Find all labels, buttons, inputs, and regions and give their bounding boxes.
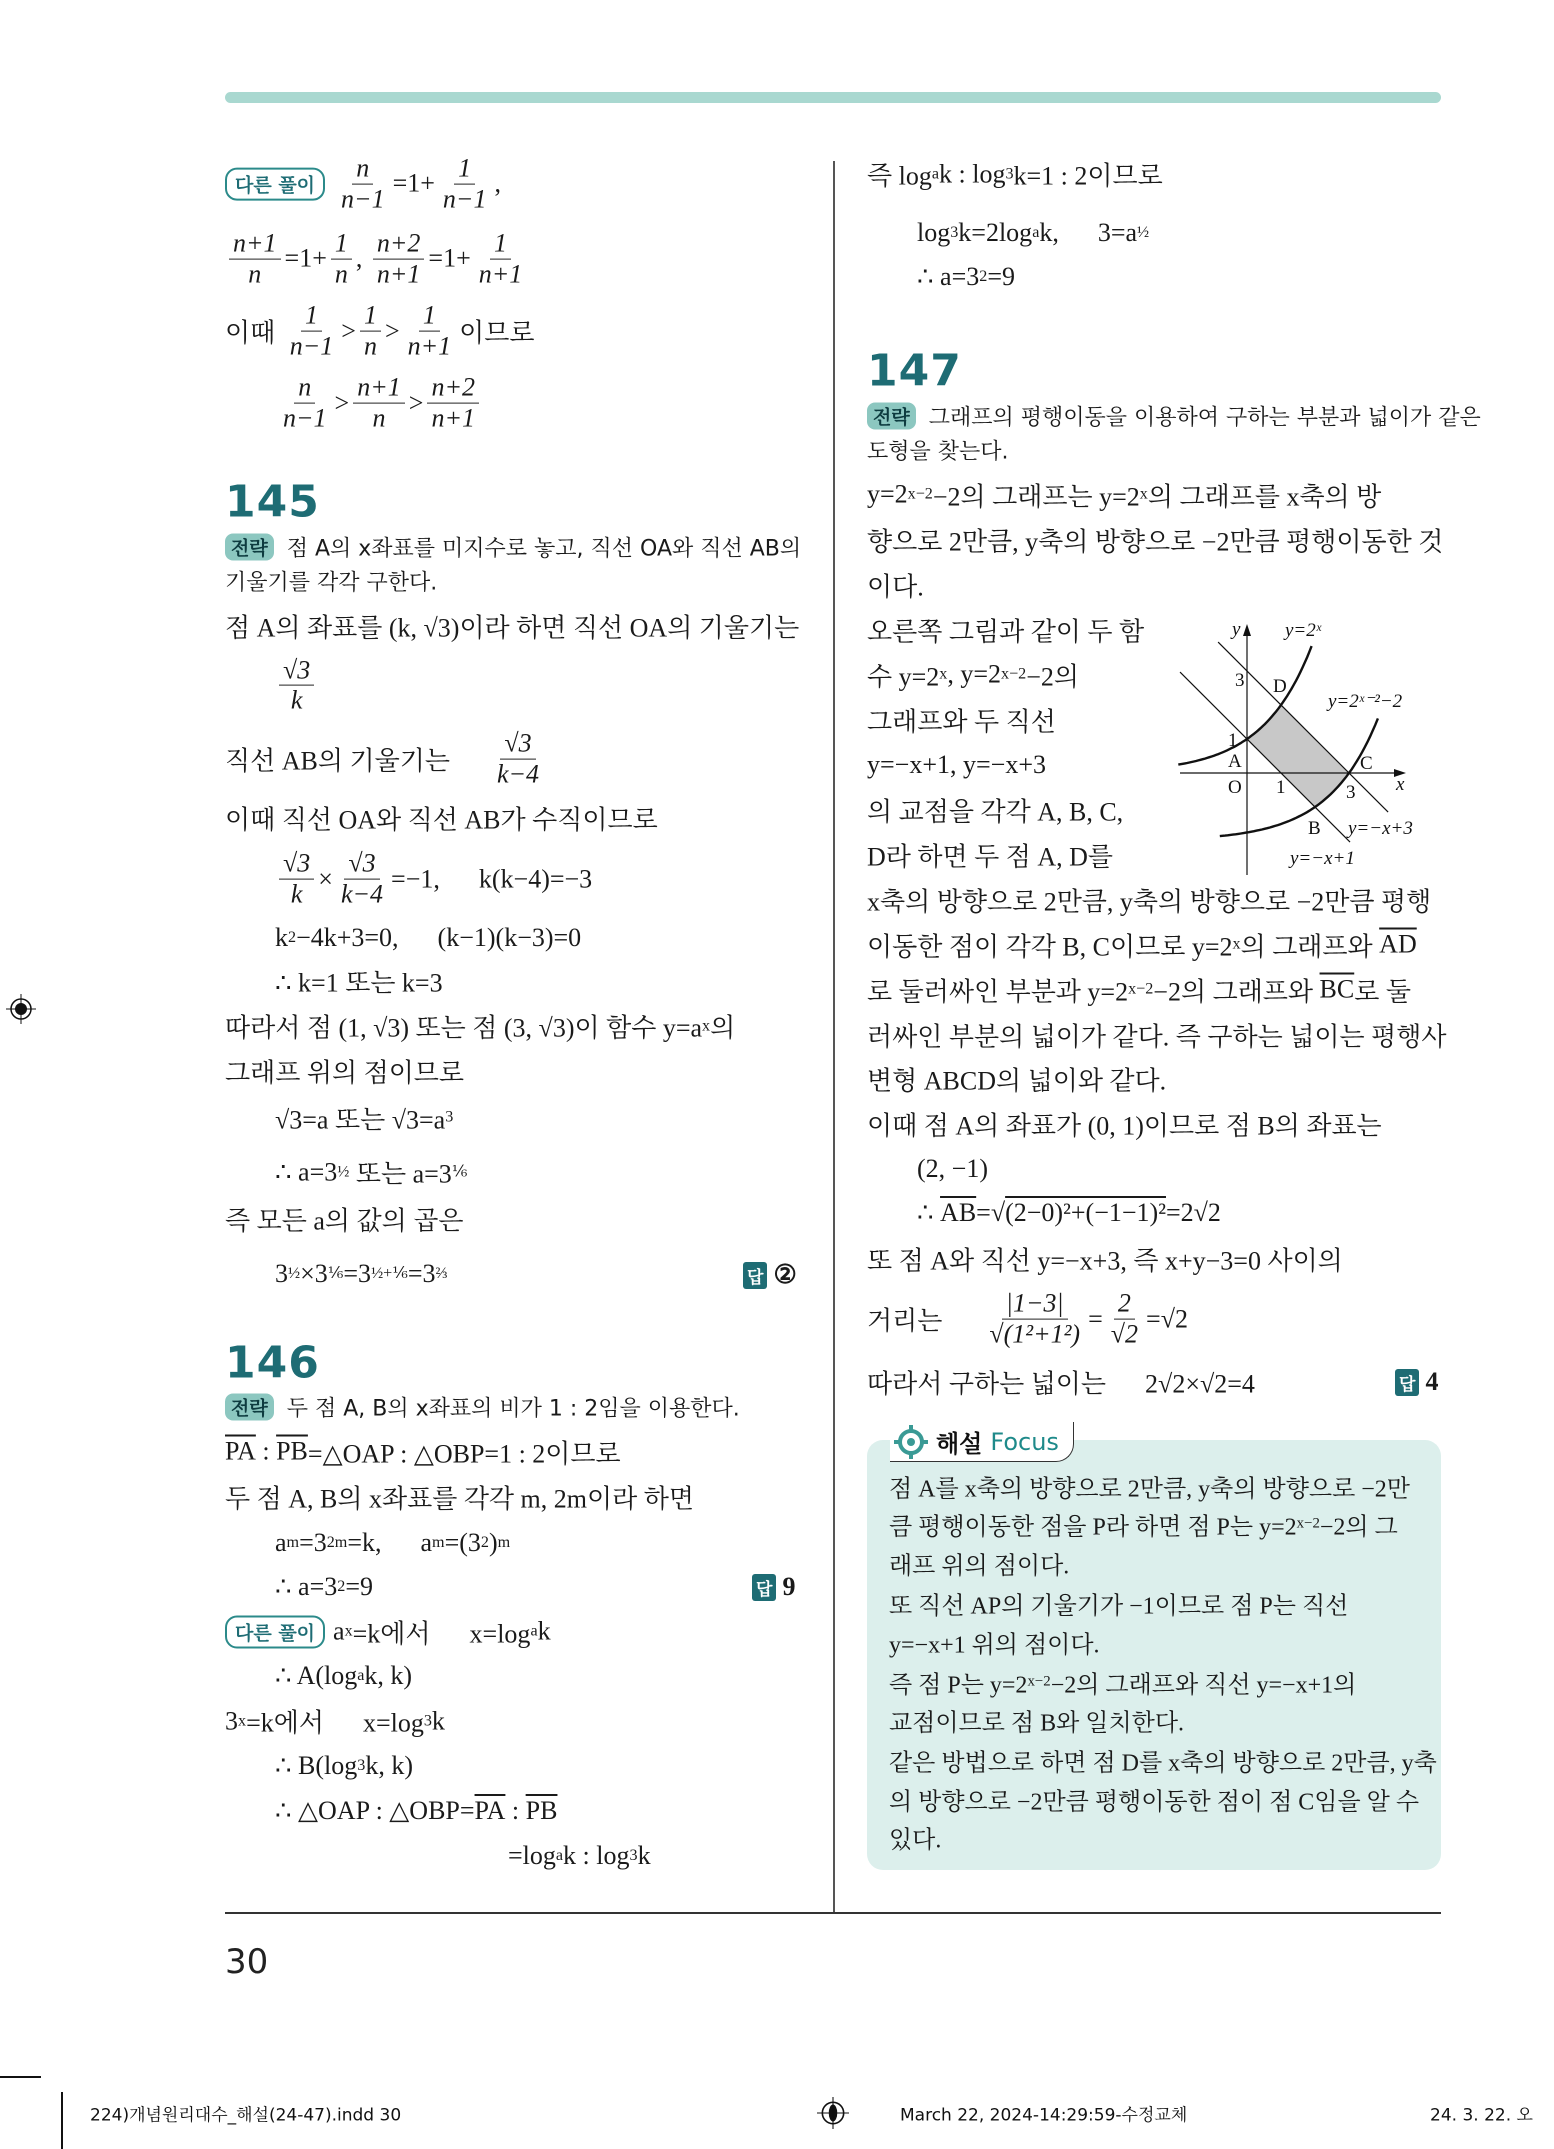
text-segment: 즉 모든 a의 값의 곱은 [225,1206,464,1236]
text-line [225,154,501,215]
text-segment: =3 [299,1527,327,1557]
text-line [225,1200,463,1237]
strategy-badge: 전략 [225,533,274,560]
text-segment: k [637,1841,651,1871]
text-line [889,1703,1184,1738]
numerator: n [352,154,373,185]
fraction [985,1289,1084,1350]
point-label-d: D [1273,676,1287,697]
text-line: ∴ a=3 2 =9 [917,261,1015,291]
text-segment: −2의 그 [1319,1514,1398,1541]
text-segment: 같은 방법으로 하면 점 D를 x축의 방향으로 2만큼, y축 [889,1750,1437,1777]
text-line [867,434,1009,465]
overlined-segment: $\overline{PB}$ [525,1796,558,1826]
text-line: √3=a 또는 √3=a 3 [275,1099,453,1136]
text-line: ∴ A(log a k, k) [275,1661,413,1691]
text-segment: ) [488,1527,498,1557]
text-segment: 래프 위의 점이다. [889,1553,1070,1580]
text-segment: 두 점 A, B의 x좌표를 각각 m, 2m이라 하면 [225,1484,694,1514]
text-segment: > [408,388,424,418]
denominator: n [334,259,348,289]
axis-label-x: x [1396,774,1405,795]
denominator: k [290,879,303,909]
text-line [889,1585,1348,1620]
fraction [427,373,479,434]
text-line [889,1782,1419,1817]
text-segment: 이므로 [459,318,535,348]
text-segment: 3 [275,1259,288,1289]
tick-label-y3: 3 [1235,670,1245,691]
curve-label-lower: y=2ˣ⁻²−2 [1328,691,1403,712]
text-line [867,791,1123,828]
text-segment: −4k+3=0, (k−1)(k−3)=0 [296,922,582,952]
text-line: 즉 점 P는 y=2 x−2 −2의 그래프와 직선 y=−x+1의 [889,1664,1356,1699]
text-segment: a [275,1527,287,1557]
text-segment: 점 A의 x좌표를 미지수로 놓고, 직선 OA와 직선 AB의 [279,536,802,562]
answer-label: 답 [743,1262,767,1289]
text-segment: 또는 a=3 [349,1159,452,1189]
text-line [275,849,592,910]
text-segment: k [537,1616,551,1646]
numerator: 1 [490,229,511,260]
text-segment: 즉 log [867,161,932,191]
text-line [275,963,443,1000]
text-segment: k : log [939,159,1006,189]
denominator: n+1 [431,403,475,433]
fraction [1107,1289,1142,1350]
fraction [404,301,456,362]
text-segment: =√2 [1146,1304,1188,1334]
text-segment: ∴ B(log [275,1751,358,1781]
curve-label-upper: y=2ˣ [1285,620,1322,641]
text-segment: log [917,218,951,248]
text-segment: 그래프 위의 점이므로 [225,1058,465,1088]
text-segment: y=−x+1 위의 점이다. [889,1632,1100,1659]
numerator: n+1 [229,229,281,260]
text-segment: k=2log [958,218,1033,248]
overlined-segment: $\overline{AB}$ [940,1198,977,1228]
text-segment: , y=2 [947,659,1002,689]
text-segment: =△OAP : △OBP=1 : 2이므로 [307,1439,621,1469]
denominator: n+1 [376,259,421,289]
numerator: √3 [279,655,314,686]
point-label-a: A [1228,751,1242,772]
numerator: 2 [1114,1289,1135,1320]
text-segment: 러싸인 부분의 넓이가 같다. 즉 구하는 넓이는 평행사 [867,1022,1447,1052]
text-line [867,1241,1343,1278]
alt-solution-badge: 다른 풀이 [225,168,325,201]
text-segment: : [505,1796,526,1826]
text-line: a m =3 2m =k, a m =(3 2 ) m [275,1527,511,1557]
text-segment: 교점이므로 점 B와 일치한다. [889,1710,1185,1737]
text-segment: =k에서 x=log [352,1619,531,1648]
text-segment: > [334,388,350,418]
text-line [867,1289,1188,1350]
text-segment: 이동한 점이 각각 B, C이므로 y=2 [867,932,1233,962]
text-segment: 그래프와 두 직선 [867,707,1056,737]
answer-value: ② [773,1260,797,1289]
strategy-badge: 전략 [225,1393,274,1420]
denominator: n+1 [407,331,452,361]
denominator: n−1 [341,184,385,214]
text-segment: k [275,922,288,952]
overlined-segment: $\overline{PA}$ [225,1436,256,1466]
text-segment: =1+ [392,169,435,198]
text-line [225,1053,464,1090]
text-line [225,229,530,290]
text-line: 이동한 점이 각각 B, C이므로 y=2 x 의 그래프와 $\overline{AD}$ [867,926,1417,963]
text-line: log 3 k=2log a k, 3=a ½ [917,218,1150,248]
fraction [475,229,527,290]
text-segment: a [333,1616,345,1646]
text-segment: =k, a [347,1527,433,1557]
text-segment: 의 교점을 각각 A, B, C, [867,797,1124,827]
text-segment: =−1, k(k−4)=−3 [391,864,593,894]
text-line: 따라서 점 (1, √3) 또는 점 (3, √3)이 함수 y=a x 의 [225,1008,735,1045]
text-line [225,565,437,596]
numerator: n [294,373,315,404]
text-line [889,1820,941,1855]
text-line [867,1061,1166,1098]
text-segment: −2의 그래프는 y=2 [932,482,1140,512]
answer-146 [752,1572,795,1602]
numerator: |1−3| [1002,1289,1068,1320]
text-line [889,1468,1410,1503]
denominator: n+1 [478,259,523,289]
text-segment: k=1 : 2이므로 [1013,161,1163,191]
focus-title [890,1422,1074,1462]
denominator: n−1 [442,184,487,214]
text-line [867,1364,1255,1401]
text-line [867,701,1056,738]
text-line [275,1796,557,1826]
text-segment: 의 방향으로 −2만큼 평행이동한 점이 점 C임을 알 수 [889,1789,1420,1816]
text-line [917,1198,1221,1228]
text-segment: 변형 ABCD의 넓이와 같다. [867,1066,1167,1096]
text-line [225,301,535,362]
text-segment: ∴ A(log [275,1661,358,1691]
exponential-graph-figure [1160,600,1460,890]
numerator: √3 [279,849,314,880]
text-line: 3 ½ ×3 ⅙ =3 ½+⅙ =3 ⅔ [275,1259,448,1289]
text-segment: > [384,316,400,346]
numerator: √3 [500,729,535,760]
overlined-segment: $\overline{PA}$ [474,1796,506,1826]
text-segment: =9 [987,261,1015,291]
text-segment: −2의 그래프와 [1153,977,1320,1007]
text-segment: 의 [710,1013,736,1043]
text-segment: > [341,316,356,346]
denominator: k−4 [340,879,384,909]
text-segment: =3 [343,1259,372,1289]
text-line [889,1742,1437,1777]
text-line [225,607,799,644]
numerator: 1 [301,301,322,332]
text-segment: =1+ [428,243,471,273]
answer-label: 답 [752,1574,776,1601]
text-line: 즉 log a k : log 3 k=1 : 2이므로 [867,156,1163,193]
numerator: n+1 [353,373,405,404]
text-line [225,1478,694,1515]
answer-value: 9 [782,1572,796,1601]
footer-date: 24. 3. 22. 오 [1430,2105,1533,2126]
answer-label: 답 [1395,1369,1419,1396]
text-segment: =(3 [444,1527,481,1557]
text-segment: ∴ a=3 [275,1571,338,1601]
fraction [229,229,281,290]
text-segment: k, k) [364,1661,413,1691]
text-line: ∴ a=3 2 =9 [275,1571,373,1601]
denominator: n [248,259,262,289]
numerator: 1 [360,301,381,332]
text-segment: 이다. [867,572,924,602]
target-icon [894,1425,928,1459]
text-segment: 수 y=2 [867,662,940,692]
denominator: n [363,331,377,361]
text-line: 큼 평행이동한 점을 P라 하면 점 P는 y=2 x−2 −2의 그 [889,1506,1398,1541]
text-line [867,566,924,603]
text-line: y=2 x−2 −2의 그래프는 y=2 x 의 그래프를 x축의 방 [867,476,1381,513]
text-segment: √3=a 또는 √3=a [275,1105,446,1135]
text-line [867,836,1113,873]
focus-title-en: Focus [990,1427,1059,1456]
text-segment: 향으로 2만큼, y축의 방향으로 −2만큼 평행이동한 것 [867,527,1444,557]
fraction [493,729,543,790]
text-segment: =log [508,1841,556,1871]
answer-value: 4 [1425,1367,1439,1396]
text-segment: 또 점 A와 직선 y=−x+3, 즉 x+y−3=0 사이의 [867,1246,1343,1276]
tick-label-x3: 3 [1346,782,1356,803]
text-line [867,1016,1446,1053]
text-segment: =√ [976,1198,1006,1228]
text-segment: k [431,1706,445,1736]
text-segment: 그래프의 평행이동을 이용하여 구하는 부분과 넓이가 같은 [921,405,1481,431]
text-segment: =3 [407,1259,436,1289]
denominator: n−1 [283,403,327,433]
text-segment: =1+ [284,243,327,273]
text-segment: 오른쪽 그림과 같이 두 함 [867,617,1145,647]
text-line [225,799,658,836]
origin-label: O [1228,777,1242,798]
text-segment: y=2 [867,479,908,509]
numerator: 1 [454,154,475,185]
text-segment: 로 둘러싸인 부분과 y=2 [867,977,1129,1007]
numerator: n+2 [373,229,425,260]
text-segment: ∴ k=1 또는 k=3 [275,968,443,998]
text-segment: × [318,864,333,894]
text-line [917,1154,988,1184]
text-line: =log a k : log 3 k [508,1841,651,1871]
crop-mark [61,2092,63,2149]
text-line [225,531,801,562]
text-segment: , [494,169,501,198]
column-divider [833,161,835,1913]
text-segment: k : log [563,1841,630,1871]
text-line: ∴ a=3 ½ 또는 a=3 ⅙ [275,1154,467,1191]
fraction [286,301,338,362]
fraction [439,154,491,215]
text-segment: = [1088,1304,1103,1334]
registration-mark-icon [817,2097,849,2129]
tick-label-y1: 1 [1228,730,1238,751]
page-number: 30 [225,1942,269,1982]
text-segment: k, k) [365,1751,413,1781]
y-axis-arrow-icon [1243,624,1251,636]
fraction [360,301,381,362]
text-segment: 도형을 찾는다. [867,439,1009,465]
denominator: n−1 [289,331,334,361]
text-line [225,1433,621,1470]
strategy-badge: 전략 [867,402,916,429]
fraction [337,849,387,910]
answer-147 [1395,1367,1438,1397]
numerator: √3 [344,849,379,880]
line-label-lower: y=−x+1 [1290,848,1355,869]
text-line [225,1391,740,1422]
graph-svg [1160,600,1460,890]
text-segment: 두 점 A, B의 x좌표의 비가 1 : 2임을 이용한다. [279,1396,740,1422]
fraction [373,229,425,290]
text-segment: 이때 [225,318,282,348]
text-segment: 거리는 [867,1306,982,1336]
text-segment: 로 둘 [1354,977,1411,1007]
text-segment: x축의 방향으로 2만큼, y축의 방향으로 −2만큼 평행 [867,887,1432,917]
fraction [279,849,314,910]
text-line: k 2 −4k+3=0, (k−1)(k−3)=0 [275,922,582,952]
top-decorative-bar [225,92,1441,103]
alt-solution-badge: 다른 풀이 [225,1615,325,1648]
text-line [867,750,1046,780]
text-segment: 이때 직선 OA와 직선 AB가 수직이므로 [225,805,658,835]
text-line [867,611,1144,648]
text-line: 로 둘러싸인 부분과 y=2 x−2 −2의 그래프와 $\overline{BC}$ 로 둘 [867,971,1411,1008]
text-segment: (2, −1) [917,1154,988,1184]
text-line [867,400,1481,431]
text-segment: 점 A를 x축의 방향으로 2만큼, y축의 방향으로 −2만 [889,1476,1410,1503]
footer-filename: 224)개념원리대수_해설(24-47).indd 30 [90,2105,402,2126]
text-line [275,655,318,716]
text-line [889,1546,1069,1581]
text-segment: 직선 AB의 기울기는 [225,746,489,776]
text-segment: 즉 점 P는 y=2 [889,1672,1028,1699]
fraction [279,373,331,434]
footer-timestamp: March 22, 2024-14:29:59-수정교체 [900,2105,1188,2126]
text-segment: 이때 점 A의 좌표가 (0, 1)이므로 점 B의 좌표는 [867,1111,1382,1141]
text-segment: 의 그래프와 [1240,932,1380,962]
text-segment: : [255,1436,277,1466]
overlined-segment: $\overline{BC}$ [1319,974,1355,1004]
text-segment: ×3 [300,1259,328,1289]
fraction [353,373,405,434]
denominator: √2 [1110,1319,1139,1349]
fraction [279,655,314,716]
fraction [337,154,389,215]
text-segment: 큼 평행이동한 점을 P라 하면 점 P는 y=2 [889,1514,1297,1541]
text-segment: 따라서 구하는 넓이는 2√2×√2=4 [867,1369,1255,1399]
text-segment: D라 하면 두 점 A, D를 [867,842,1114,872]
text-segment: =k에서 x=log [246,1708,424,1738]
text-segment: =2√2 [1165,1198,1221,1228]
denominator: k−4 [496,759,540,789]
focus-title-ko: 해설 [936,1430,983,1458]
text-line: ∴ B(log 3 k, k) [275,1751,413,1781]
overlined-segment: (2−0)²+(−1−1)² [1005,1198,1166,1228]
text-segment: 의 그래프를 x축의 방 [1147,482,1382,512]
line-label-upper: y=−x+3 [1348,818,1413,839]
point-label-b: B [1308,818,1321,839]
question-number-145: 145 [225,476,320,528]
axis-label-y: y [1232,619,1241,640]
text-segment: −2의 그래프와 직선 y=−x+1의 [1050,1672,1357,1699]
numerator: 1 [331,229,352,260]
text-line: 3 x =k에서 x=log 3 k [225,1703,445,1740]
question-number-147: 147 [867,345,962,397]
numerator: 1 [419,301,440,332]
text-line: 수 y=2 x , y=2 x−2 −2의 [867,656,1079,693]
text-line: 다른 풀이 a x =k에서 x=log a k [225,1613,551,1650]
numerator: n+2 [427,373,479,404]
tick-label-x1: 1 [1276,777,1286,798]
text-segment: 점 A의 좌표를 (k, √3)이라 하면 직선 OA의 기울기는 [225,613,800,643]
registration-mark-icon [6,994,36,1024]
text-segment: y=−x+1, y=−x+3 [867,749,1046,779]
denominator: n [372,403,386,433]
text-segment: 따라서 점 (1, √3) 또는 점 (3, √3)이 함수 y=a [225,1013,703,1043]
text-segment: ∴ a=3 [275,1157,338,1187]
text-line [889,1625,1100,1660]
text-segment: ∴ △OAP : △OBP= [275,1796,475,1826]
fraction [331,229,352,290]
text-line [275,373,483,434]
denominator: √(1²+1²) [989,1319,1081,1349]
text-segment: 3 [225,1706,238,1736]
text-segment: ∴ a=3 [917,261,980,291]
bottom-rule [225,1912,1441,1914]
crop-mark [0,2076,41,2078]
answer-145 [743,1260,797,1290]
text-line [225,729,547,790]
text-segment: ∴ [917,1198,941,1228]
overlined-segment: $\overline{PB}$ [276,1436,308,1466]
text-segment: 기울기를 각각 구한다. [225,570,438,596]
text-segment: , [355,243,369,273]
question-number-146: 146 [225,1337,320,1389]
text-segment: =9 [345,1571,373,1601]
text-segment: k, 3=a [1039,218,1138,248]
text-segment: 또 직선 AP의 기울기가 −1이므로 점 P는 직선 [889,1593,1349,1620]
text-line [867,521,1443,558]
denominator: k [290,686,303,716]
point-label-c: C [1360,753,1373,774]
overlined-segment: $\overline{AD}$ [1379,929,1417,959]
text-segment: 있다. [889,1827,942,1854]
text-line [867,1106,1382,1143]
text-segment: −2의 [1026,662,1079,692]
